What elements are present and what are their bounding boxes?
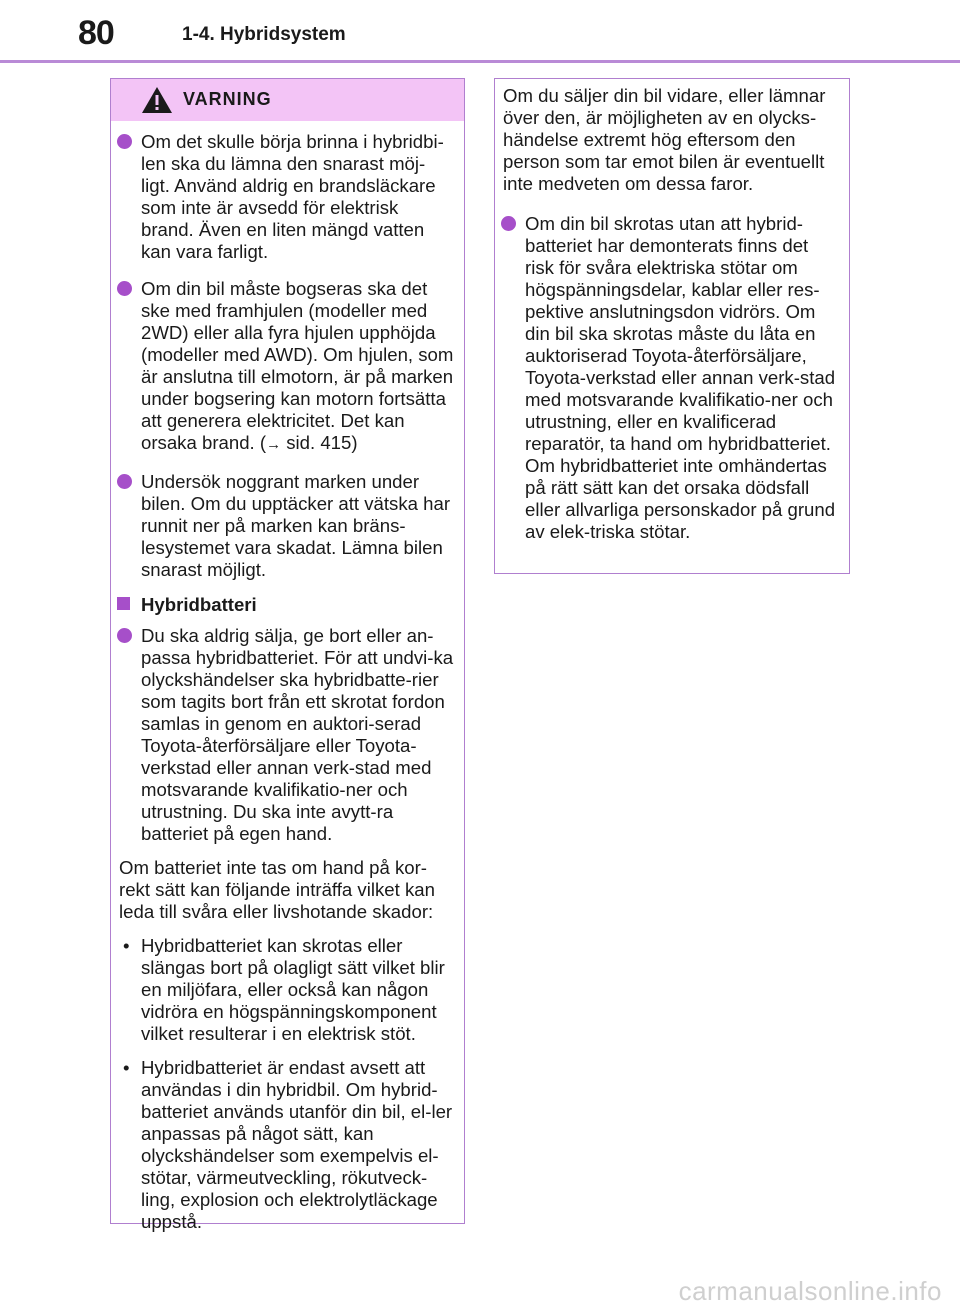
warning-paragraph: Om batteriet inte tas om hand på kor-rekt sätt kan följande inträffa vilket kan leda till svåra eller livshotande skador:: [119, 857, 435, 922]
page-header: [0, 0, 960, 64]
list-item: [117, 935, 454, 1045]
warning-title: VARNING: [183, 89, 272, 109]
subheading-text: Hybridbatteri: [141, 594, 257, 615]
page-reference-link[interactable]: sid. 415): [281, 432, 358, 453]
warning-box: [110, 78, 465, 1232]
watermark: carmanualsonline.info: [678, 1276, 942, 1306]
subheading: [117, 594, 454, 616]
warning-item: [117, 278, 454, 456]
warning-continued-box: [494, 78, 850, 574]
section-title: 1-4. Hybridsystem: [182, 24, 346, 45]
list-item: [117, 1057, 454, 1233]
bullet-dot-icon: [501, 216, 516, 231]
bullet-dot-icon: [117, 628, 132, 643]
warning-content: [111, 121, 464, 1233]
warning-triangle-icon: [141, 86, 173, 114]
bullet-dot-icon: [117, 134, 132, 149]
page-reference-arrow-icon: →: [266, 436, 282, 453]
warning-item: [501, 213, 839, 543]
bullet-char: •: [123, 1057, 130, 1078]
page-number: 80: [78, 14, 114, 52]
warning-item-text: Om det skulle börja brinna i hybridbi-len ska du lämna den snarast möj-ligt. Använd aldrig en brandsläckare som inte är avsedd för elektrisk brand. Även en liten mängd vatten kan vara farligt.: [141, 131, 444, 262]
continued-content: [495, 79, 849, 543]
bullet-dot-icon: [117, 474, 132, 489]
continued-paragraph: Om du säljer din bil vidare, eller lämnar över den, är möjligheten av en olycks-händelse extremt hög eftersom den person som tar emot bilen är eventuellt inte medveten om dessa faror.: [503, 85, 826, 194]
warning-item: [117, 625, 454, 845]
warning-item-text: Undersök noggrant marken under bilen. Om du upptäcker att vätska har runnit ner på marken kan bräns-lesystemet vara skadat. Lämna bilen snarast möjligt.: [141, 471, 451, 580]
bullet-dot-icon: [117, 281, 132, 296]
warning-item-text: Om din bil skrotas utan att hybrid-batteriet har demonterats finns det risk för svåra elektriska stötar om högspänningsdelar, kablar eller res-pektive anslutningsdon vidrörs. Om din bil ska skrotas måste du låta en auktoriserad Toyota-återförsäljare, Toyota-verkstad eller annan verk-stad med motsvarande kvalifikatio-ner och utrustning, eller en kvalificerad reparatör, ta hand om hybridbatteriet. Om hybridbatteriet inte omhändertas på rätt sätt kan det orsaka dödsfall eller allvarliga personskador på grund av elek-triska stötar.: [525, 213, 836, 542]
header-rule: [0, 60, 960, 63]
list-item-text: Hybridbatteriet kan skrotas eller slängas bort på olagligt sätt vilket blir en miljöfara, eller också kan någon vidröra en högspänningskomponent vilket resulterar i en elektrisk stöt.: [141, 935, 445, 1044]
list-item-text: Hybridbatteriet är endast avsett att användas i din hybridbil. Om hybrid-batteriet används utanför din bil, el-ler anpassas på något sätt, kan olyckshändelser som exempelvis el-stötar, värmeutveckling, rökutveck-ling, explosion och elektrolytläckage uppstå.: [141, 1057, 453, 1232]
warning-item-text: Du ska aldrig sälja, ge bort eller an-passa hybridbatteriet. För att undvi-ka olyckshändelser ska hybridbatte-rier som tagits bort från ett skrotat fordon samlas in genom en auktori-serad Toyota-återförsäljare eller Toyota-verkstad eller annan verk-stad med motsvarande kvalifikatio-ner och utrustning. Du ska inte avytt-ra batteriet på egen hand.: [141, 625, 454, 844]
warning-item: [117, 131, 454, 263]
warning-item-text: Om din bil måste bogseras ska det ske med framhjulen (modeller med 2WD) eller alla fyra hjulen upphöjda (modeller med AWD). Om hjulen, som är anslutna till elmotorn, är på marken under bogsering kan motorn fortsätta att generera elektricitet. Det kan orsaka brand. (: [141, 278, 454, 453]
warning-header: [111, 79, 464, 121]
warning-item: [117, 471, 454, 581]
bullet-char: •: [123, 935, 130, 956]
square-bullet-icon: [117, 597, 130, 610]
